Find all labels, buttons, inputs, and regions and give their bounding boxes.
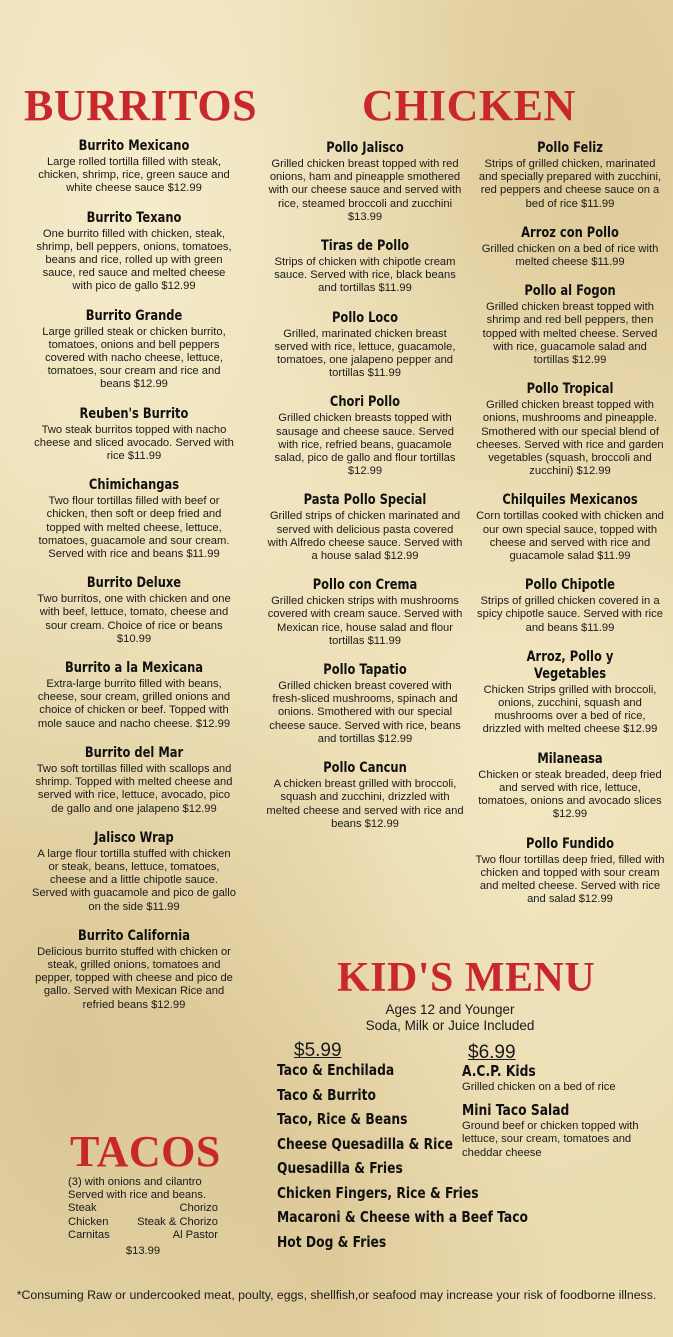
burritos-column	[32, 138, 236, 1026]
kids-menu-item-name: A.C.P. Kids	[462, 1062, 536, 1080]
chicken-item-description: Strips of grilled chicken, marinated and specially prepared with zucchini, red peppers and cheese sauce on a bed of rice $11.99	[478, 158, 662, 210]
taco-option: Chicken	[68, 1215, 109, 1228]
chicken-item-description: Strips of chicken with chipotle cream sauce. Served with rice, black beans and tortillas $11.99	[274, 256, 456, 295]
kids-menu-item: Taco, Rice & Beans	[277, 1110, 408, 1128]
kids-price-599: $5.99	[294, 1040, 342, 1061]
kids-menu-item: Macaroni & Cheese with a Beef Taco	[277, 1208, 528, 1226]
burrito-item-name: Reuben's Burrito	[79, 405, 189, 422]
burrito-item-description: One burrito filled with chicken, steak, shrimp, bell peppers, onions, tomatoes, beans and rice, rolled up with green sauce, red sauce and melted cheese with pico de gallo $12.99	[36, 227, 232, 293]
burrito-item-name: Jalisco Wrap	[94, 829, 174, 846]
tacos-details	[68, 1176, 218, 1258]
burrito-item-name: Chimichangas	[88, 477, 180, 494]
taco-option-row	[68, 1216, 218, 1229]
chicken-item	[266, 140, 464, 224]
chicken-item-name: Chilquiles Mexicanos	[502, 492, 638, 509]
taco-option: Al Pastor	[172, 1228, 218, 1241]
chicken-item	[474, 649, 666, 737]
burrito-item-name: Burrito Grande	[85, 307, 183, 324]
chicken-item	[266, 394, 464, 478]
chicken-item-description: Corn tortillas cooked with chicken and our own special sauce, topped with cheese and served with rice and guacamole salad $11.99	[476, 510, 664, 563]
burrito-item	[32, 138, 236, 196]
chicken-item-name: Pollo Fundido	[526, 835, 614, 852]
chicken-item-description: Grilled chicken strips with mushrooms covered with cream sauce. Served with Mexican rice, house salad and flour tortillas $11.99	[267, 595, 463, 647]
chicken-item-name: Chori Pollo	[329, 394, 401, 411]
kids-price-699: $6.99	[468, 1042, 516, 1063]
chicken-item-name: Pollo Chipotle	[525, 577, 615, 594]
chicken-item-name: Pollo con Crema	[312, 577, 418, 594]
chicken-right-column	[474, 140, 666, 920]
burrito-item-description: Two burritos, one with chicken and one with beef, lettuce, tomato, cheese and sour cream. Choice of rice or beans $10.99	[37, 593, 231, 645]
chicken-item-description: Strips of grilled chicken covered in a spicy chipotle sauce. Served with rice and beans $11.99	[477, 595, 663, 634]
chicken-item	[266, 577, 464, 648]
taco-option: Chorizo	[179, 1202, 218, 1215]
kids-menu-item-description: Grilled chicken on a bed of rice	[462, 1081, 616, 1093]
chicken-item	[474, 577, 666, 635]
chicken-item	[266, 310, 464, 381]
chicken-item-description: Grilled chicken breast covered with fresh-sliced mushrooms, spinach and onions. Smothered with our special cheese sauce. Served with rice, beans and tortillas $12.99	[269, 680, 461, 745]
chicken-item-name: Pollo Cancun	[323, 760, 407, 777]
food-safety-disclaimer: *Consuming Raw or undercooked meat, poulty, eggs, shellfish,or seafood may increase your risk of foodborne illness.	[16, 1288, 657, 1302]
chicken-item	[474, 836, 666, 907]
chicken-item	[266, 662, 464, 746]
burrito-item	[32, 210, 236, 294]
taco-option: Carnitas	[68, 1228, 110, 1241]
chicken-item-description: Chicken Strips grilled with broccoli, onions, zucchini, squash and mushrooms over a bed of rice, drizzled with melted cheese $12.99	[482, 683, 658, 736]
chicken-item	[474, 225, 666, 269]
kids-menu-item: Quesadilla & Fries	[277, 1159, 403, 1177]
burrito-item	[32, 575, 236, 646]
chicken-item-name: Arroz con Pollo	[521, 224, 619, 241]
chicken-item	[474, 751, 666, 822]
burrito-item-name: Burrito Deluxe	[86, 575, 182, 592]
chicken-item	[474, 140, 666, 211]
tacos-price: $13.99	[125, 1245, 161, 1258]
kids-menu-item: Taco & Burrito	[277, 1085, 376, 1104]
burrito-item-name: Burrito California	[77, 927, 190, 944]
chicken-item-description: Grilled, marinated chicken breast served with rice, lettuce, guacamole, tomatoes, one jalapeno pepper and tortillas $11.99	[274, 327, 456, 380]
chicken-item-description: A chicken breast grilled with broccoli, squash and zucchini, drizzled with melted cheese and served with rice and beans $12.99	[266, 778, 464, 830]
taco-option: Steak & Chorizo	[137, 1215, 218, 1228]
taco-option-row	[68, 1229, 218, 1242]
burrito-item	[32, 830, 236, 914]
taco-option: Steak	[68, 1202, 97, 1215]
burrito-item	[32, 308, 236, 392]
chicken-item-name: Pollo Jalisco	[326, 140, 404, 156]
chicken-item-name: Arroz, Pollo y Vegetables	[526, 648, 614, 682]
kids-menu-item: Hot Dog & Fries	[277, 1232, 387, 1251]
burrito-item-name: Burrito del Mar	[84, 744, 184, 761]
burrito-item	[32, 660, 236, 731]
kids-menu-item-name: Mini Taco Salad	[462, 1101, 570, 1120]
burrito-item-name: Burrito Texano	[86, 209, 182, 226]
chicken-item-description: Grilled strips of chicken marinated and served with delicious pasta covered with Alfredo cheese sauce. Served with a house salad $12.99	[267, 510, 463, 563]
burrito-item	[32, 477, 236, 561]
kids-age-note: Ages 12 and Younger	[385, 1002, 515, 1017]
burrito-item	[32, 928, 236, 1012]
burrito-item	[32, 406, 236, 464]
burrito-item-description: Two flour tortillas filled with beef or chicken, then soft or deep fried and topped with melted cheese, lettuce, tomatoes, guacamole and sour cream. Served with rice and beans $11.99	[38, 495, 230, 561]
kids-right-list	[462, 1061, 658, 1166]
kids-drink-note: Soda, Milk or Juice Included	[365, 1018, 535, 1033]
chicken-item-description: Chicken or steak breaded, deep fried and served with rice, lettuce, tomatoes, onions and avocado slices $12.99	[478, 768, 662, 821]
chicken-item	[474, 283, 666, 367]
chicken-left-column	[266, 140, 464, 845]
chicken-item	[474, 381, 666, 478]
burrito-item-description: Large grilled steak or chicken burrito, tomatoes, onions and bell peppers covered with nacho cheese, lettuce, tomatoes, sour cream and rice and beans $12.99	[42, 325, 226, 391]
tacos-line-2: Served with rice and beans.	[68, 1189, 207, 1202]
chicken-heading: CHICKEN	[362, 81, 576, 130]
burrito-item-description: Large rolled tortilla filled with steak, chicken, shrimp, rice, green sauce and white cheese sauce $12.99	[38, 156, 230, 195]
chicken-item-name: Pollo Tapatio	[323, 662, 407, 679]
chicken-item-name: Pollo Feliz	[537, 140, 603, 156]
chicken-item	[266, 760, 464, 831]
burrito-item-description: A large flour tortilla stuffed with chicken or steak, beans, lettuce, tomatoes, cheese and a little chipotle sauce. Served with guacamole and pico de gallo on the side $11.99	[32, 847, 236, 913]
chicken-item-description: Grilled chicken on a bed of rice with melted cheese $11.99	[481, 242, 659, 269]
kids-subtitle	[330, 1002, 570, 1034]
chicken-item-description: Grilled chicken breasts topped with sausage and cheese sauce. Served with rice, refried beans, guacamole salad, pico de gallo and flour tortillas $12.99	[274, 412, 456, 478]
burrito-item-description: Two steak burritos topped with nacho cheese and sliced avocado. Served with rice $11.99	[34, 423, 234, 463]
burrito-item-description: Delicious burrito stuffed with chicken or steak, grilled onions, tomatoes and pepper, topped with cheese and pico de gallo. Served with Mexican Rice and refried beans $12.99	[35, 945, 233, 1011]
chicken-item-name: Pollo Loco	[332, 309, 398, 326]
burrito-item-description: Extra-large burrito filled with beans, cheese, sour cream, grilled onions and choice of chicken or beef. Topped with mole sauce and nacho cheese. $12.99	[37, 678, 231, 730]
burrito-item	[32, 745, 236, 816]
chicken-item-description: Grilled chicken breast topped with shrimp and red bell peppers, then topped with melted cheese. Served with rice, guacamole salad and tortillas $12.99	[482, 301, 658, 367]
kids-menu-heading: KID'S MENU	[337, 955, 596, 1001]
kids-menu-item: Cheese Quesadilla & Rice	[277, 1134, 453, 1153]
chicken-item-description: Two flour tortillas deep fried, filled with chicken and topped with sour cream and melted cheese. Served with rice and salad $12.99	[475, 853, 665, 906]
chicken-item-description: Grilled chicken breast topped with red onions, ham and pineapple smothered with our cheese sauce and served with rice, steamed broccoli and zucchini $13.99	[268, 158, 462, 223]
burrito-item-description: Two soft tortillas filled with scallops and shrimp. Topped with melted cheese and served with rice, lettuce, avocado, pico de gallo and one jalapeno $12.99	[35, 762, 233, 815]
taco-option-row	[68, 1202, 218, 1215]
burrito-item-name: Burrito Mexicano	[78, 138, 190, 154]
tacos-heading: TACOS	[70, 1127, 221, 1176]
chicken-item	[266, 492, 464, 563]
chicken-item	[266, 238, 464, 296]
chicken-item-name: Pollo al Fogon	[524, 283, 616, 300]
chicken-item-description: Grilled chicken breast topped with onions, mushrooms and pineapple. Smothered with our special blend of cheeses. Served with rice and garden vegetables (squash, broccoli and zucchini) $12.99	[476, 399, 664, 478]
chicken-item-name: Pollo Tropical	[526, 381, 614, 398]
chicken-item	[474, 492, 666, 563]
burritos-heading: BURRITOS	[24, 81, 258, 130]
burrito-item-name: Burrito a la Mexicana	[64, 660, 203, 677]
kids-menu-item: Taco & Enchilada	[277, 1061, 395, 1079]
kids-menu-item-description: Ground beef or chicken topped with lettuce, sour cream, tomatoes and cheddar cheese	[462, 1120, 639, 1159]
tacos-line-1: (3) with onions and cilantro	[68, 1176, 202, 1188]
chicken-item-name: Tiras de Pollo	[320, 238, 410, 255]
chicken-item-name: Pasta Pollo Special	[303, 492, 427, 509]
kids-menu-item: Chicken Fingers, Rice & Fries	[277, 1183, 479, 1202]
chicken-item-name: Milaneasa	[537, 750, 603, 767]
